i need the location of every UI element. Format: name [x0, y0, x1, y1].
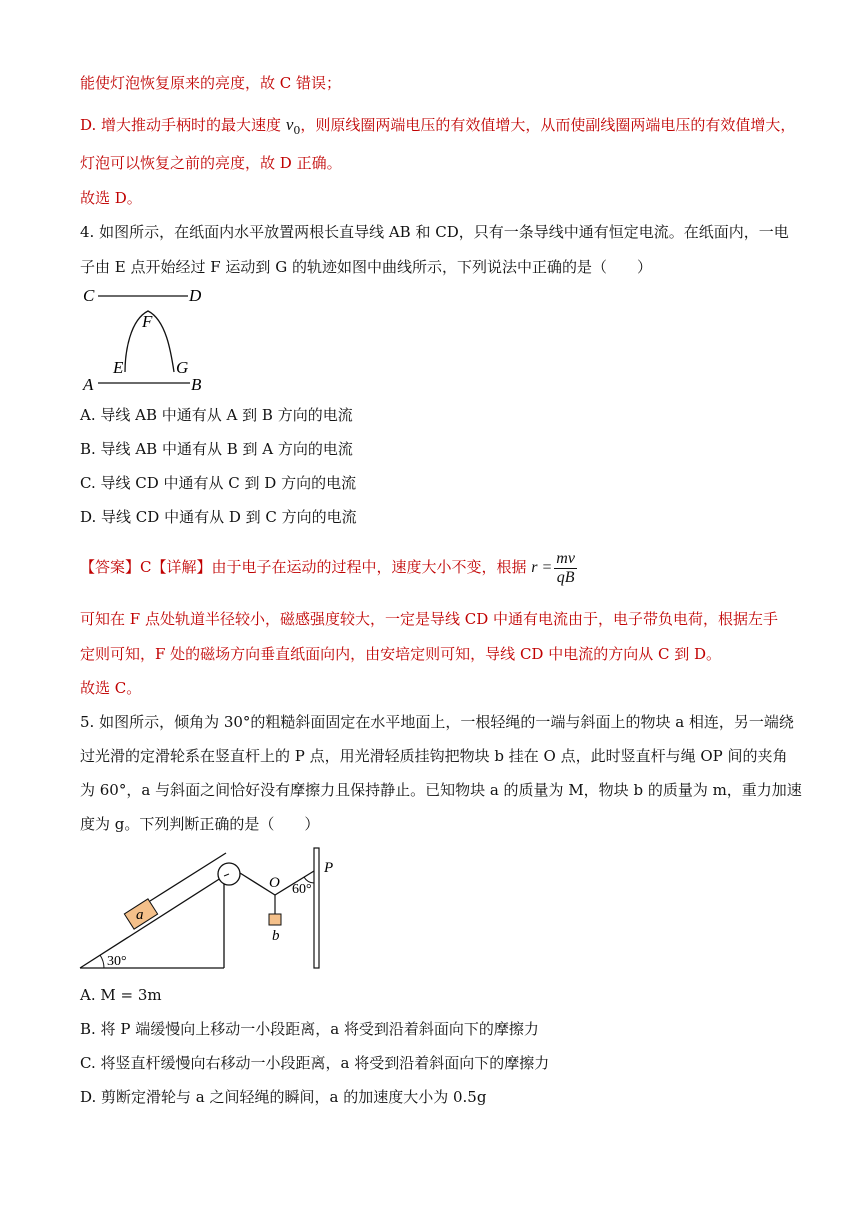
- q5-option-c[interactable]: C. 将竖直杆缓慢向右移动一小段距离，a 将受到沿着斜面向下的摩擦力: [80, 1054, 550, 1072]
- angle-arc-30: [100, 955, 104, 968]
- q5-stem: 度为 g。下列判断正确的是（ ）: [80, 815, 320, 833]
- explanation-option-d: [80, 115, 795, 141]
- explanation-d-prefix: D. 增大推动手柄时的最大速度: [80, 116, 286, 134]
- label-b: B: [191, 375, 202, 394]
- q4-explanation: 可知在 F 点处轨道半径较小，磁感强度较大，一定是导线 CD 中通有电流由于，电子带负电荷，根据左手: [80, 610, 778, 628]
- angle-30-label: 30°: [107, 954, 127, 969]
- q4-figure: [78, 282, 218, 394]
- q4-conclusion: 故选 C。: [80, 679, 142, 697]
- q5-stem: 5. 如图所示，倾角为 30°的粗糙斜面固定在水平地面上，一根轻绳的一端与斜面上的物块 a 相连，另一端绕: [80, 713, 794, 731]
- incline-surface: [80, 876, 224, 968]
- label-o: O: [269, 875, 280, 891]
- q5-figure: [78, 843, 348, 973]
- label-p: P: [324, 860, 334, 876]
- explanation-line: 能使灯泡恢复原来的亮度，故 C 错误；: [80, 74, 342, 92]
- rope-block-pulley: [150, 853, 226, 901]
- radius-formula: [554, 550, 577, 587]
- q4-option-b[interactable]: B. 导线 AB 中通有从 B 到 A 方向的电流: [80, 440, 353, 458]
- q4-stem: 子由 E 点开始经过 F 运动到 G 的轨迹如图中曲线所示，下列说法中正确的是（ ）: [80, 258, 652, 276]
- label-a: a: [136, 907, 144, 923]
- conclusion-text: 故选 D。: [80, 189, 142, 207]
- q4-option-a[interactable]: A. 导线 AB 中通有从 A 到 B 方向的电流: [80, 406, 353, 424]
- answer-text: 【答案】C【详解】由于电子在运动的过程中，速度大小不变，根据: [80, 558, 532, 576]
- label-e: E: [113, 358, 124, 377]
- q5-option-b[interactable]: B. 将 P 端缓慢向上移动一小段距离，a 将受到沿着斜面向下的摩擦力: [80, 1020, 539, 1038]
- label-d: D: [189, 286, 202, 305]
- velocity-subscript: 0: [293, 124, 301, 137]
- q4-option-d[interactable]: D. 导线 CD 中通有从 D 到 C 方向的电流: [80, 508, 357, 526]
- formula-denominator: qB: [556, 568, 575, 586]
- q4-stem: 4. 如图所示，在纸面内水平放置两根长直导线 AB 和 CD，只有一条导线中通有恒定电流。在纸面内，一电: [80, 223, 789, 241]
- velocity-symbol: v: [285, 115, 294, 134]
- label-g: G: [176, 358, 189, 377]
- label-b: b: [272, 928, 280, 944]
- q4-option-c[interactable]: C. 导线 CD 中通有从 C 到 D 方向的电流: [80, 474, 357, 492]
- q5-option-a[interactable]: A. M = 3m: [80, 986, 162, 1004]
- formula-lhs: r =: [531, 559, 553, 576]
- q5-option-d[interactable]: D. 剪断定滑轮与 a 之间轻绳的瞬间，a 的加速度大小为 0.5g: [80, 1088, 487, 1106]
- label-f: F: [142, 312, 153, 331]
- q5-stem: 过光滑的定滑轮系在竖直杆上的 P 点，用光滑轻质挂钩把物块 b 挂在 O 点，此时竖直杆与绳 OP 间的夹角: [80, 747, 788, 765]
- q4-explanation: 定则可知，F 处的磁场方向垂直纸面向内，由安培定则可知，导线 CD 中电流的方向从 C 到 D。: [80, 645, 722, 663]
- q4-answer: [80, 546, 577, 589]
- q5-stem: 为 60°，a 与斜面之间恰好没有摩擦力且保持静止。已知物块 a 的质量为 M，物块 b 的质量为 m，重力加速: [80, 781, 802, 799]
- vertical-pole: [314, 848, 319, 968]
- label-a: A: [83, 375, 94, 394]
- explanation-d-suffix: ，则原线圈两端电压的有效值增大，从而使副线圈两端电压的有效值增大，: [300, 116, 796, 134]
- block-b: [269, 914, 281, 925]
- label-c: C: [83, 286, 95, 305]
- angle-60-label: 60°: [292, 882, 312, 897]
- formula-numerator: mv: [556, 549, 575, 567]
- explanation-line: 灯泡可以恢复之前的亮度，故 D 正确。: [80, 154, 342, 172]
